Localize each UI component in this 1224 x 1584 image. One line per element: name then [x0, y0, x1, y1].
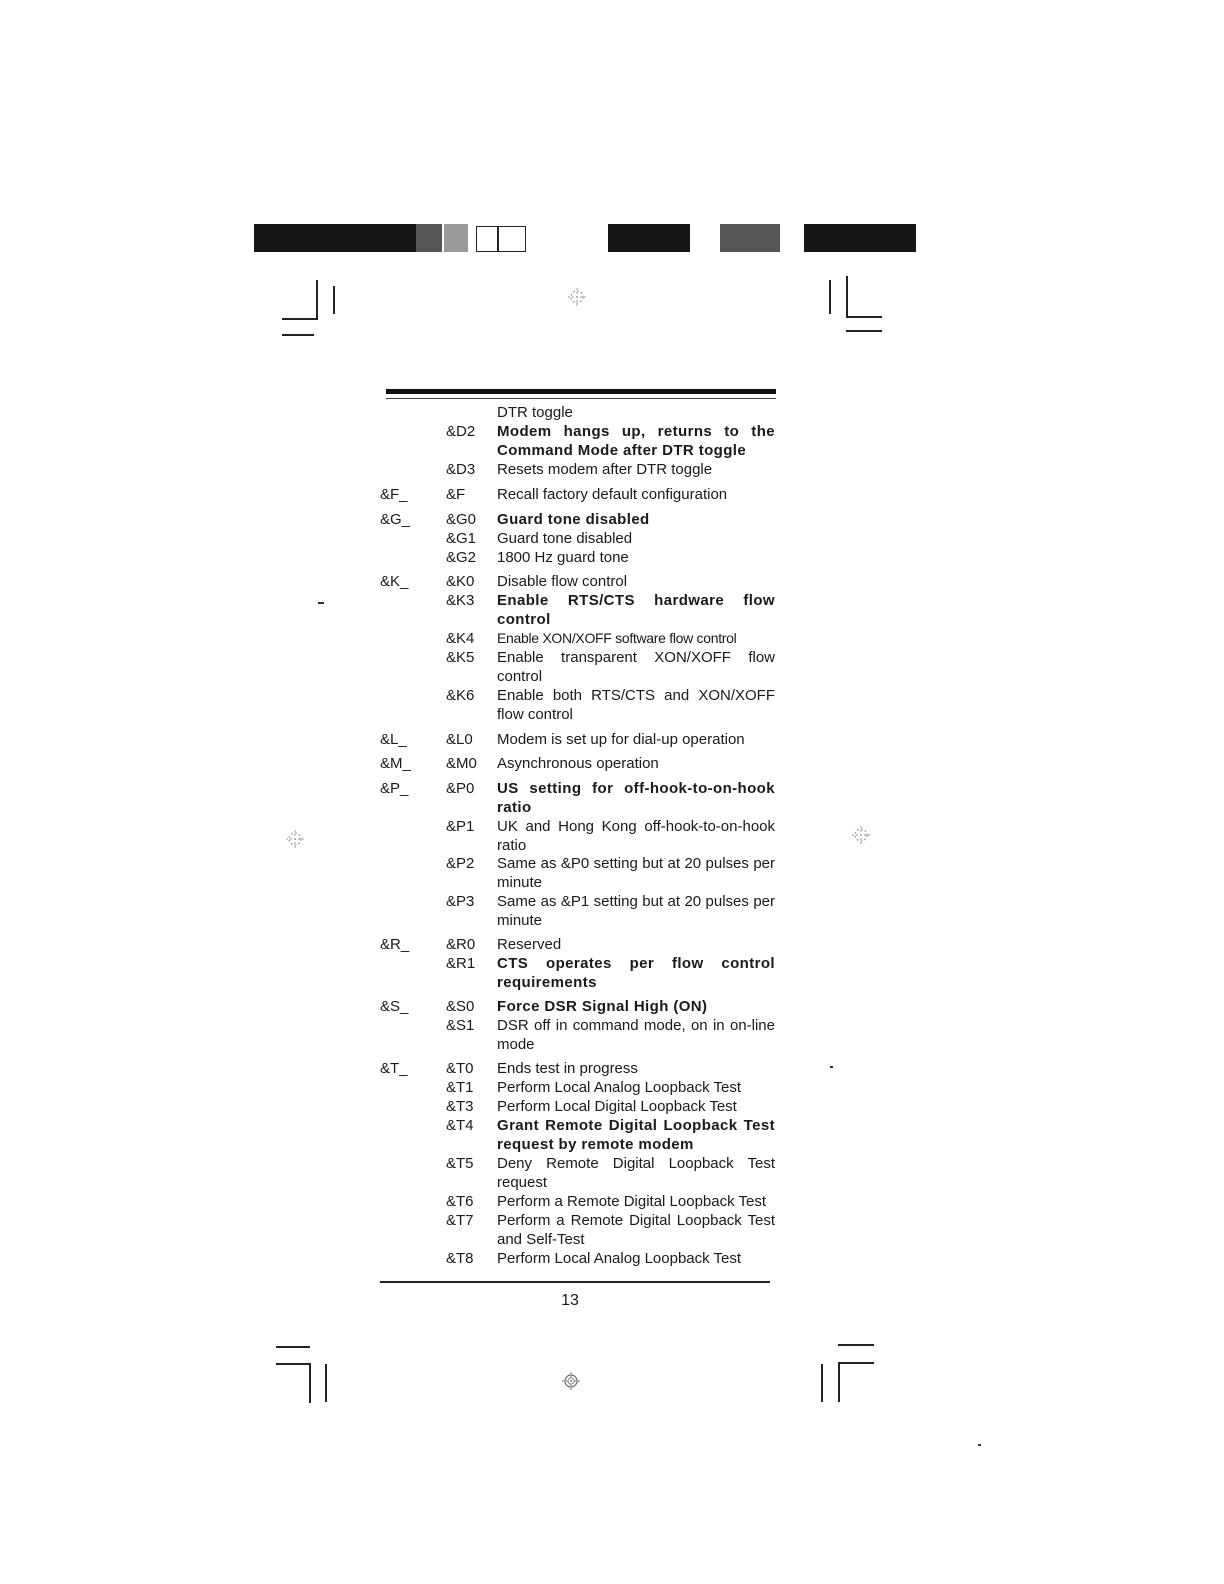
command-description: Same as &P1 setting but at 20 pulses per minute	[497, 893, 775, 929]
command-description: Enable transparent XON/XOFF flow control	[497, 649, 775, 685]
strip-outline-box	[498, 226, 526, 252]
strip-block	[254, 224, 416, 252]
command-group: &G_	[380, 511, 411, 528]
command-code: &T6	[446, 1193, 474, 1210]
table-bottom-rule	[380, 1281, 770, 1283]
command-description: Perform a Remote Digital Loopback Test	[497, 1193, 767, 1210]
command-description: 1800 Hz guard tone	[497, 549, 629, 566]
command-description: US setting for off-hook-to-on-hook ratio	[497, 780, 775, 816]
command-description: CTS operates per flow control requirements	[497, 955, 775, 991]
command-code: &K6	[446, 687, 475, 704]
crop-mark	[846, 330, 882, 332]
command-group: &K_	[380, 573, 409, 590]
crop-mark	[309, 1363, 311, 1403]
command-description: Same as &P0 setting but at 20 pulses per minute	[497, 855, 775, 891]
crop-mark	[276, 1346, 310, 1348]
command-code: &P3	[446, 893, 475, 910]
crop-mark	[316, 280, 318, 320]
command-group: &T_	[380, 1060, 408, 1077]
command-description: Perform Local Analog Loopback Test	[497, 1250, 742, 1267]
command-description: Ends test in progress	[497, 1060, 638, 1077]
crop-mark	[838, 1362, 874, 1364]
command-code: &T1	[446, 1079, 474, 1096]
table-top-rule-thin	[386, 398, 776, 399]
command-code: &T3	[446, 1098, 474, 1115]
crop-mark	[333, 286, 335, 314]
command-group: &M_	[380, 755, 411, 772]
command-code: &K5	[446, 649, 475, 666]
command-code: &P2	[446, 855, 475, 872]
scan-speck	[978, 1444, 981, 1446]
strip-block	[804, 224, 916, 252]
crop-mark	[829, 280, 831, 314]
command-description: Perform Local Digital Loopback Test	[497, 1098, 737, 1115]
strip-outline-box	[476, 226, 498, 252]
crop-mark	[282, 334, 314, 336]
registration-target-icon	[284, 828, 306, 850]
command-code: &S1	[446, 1017, 475, 1034]
command-code: &P0	[446, 780, 475, 797]
command-code: &G0	[446, 511, 477, 528]
crop-mark	[276, 1363, 310, 1365]
crop-mark	[846, 276, 848, 316]
crop-mark	[838, 1344, 874, 1346]
command-description: Perform Local Analog Loopback Test	[497, 1079, 742, 1096]
command-code: &R0	[446, 936, 476, 953]
crop-mark	[838, 1362, 840, 1402]
command-code: &L0	[446, 731, 473, 748]
command-code: &F	[446, 486, 466, 503]
command-description: DSR off in command mode, on in on-line mode	[497, 1017, 775, 1053]
command-description: Asynchronous operation	[497, 755, 659, 772]
command-description: Force DSR Signal High (ON)	[497, 998, 708, 1015]
scan-speck	[830, 1066, 833, 1068]
command-description: Reserved	[497, 936, 562, 953]
crop-mark	[846, 316, 882, 318]
command-code: &M0	[446, 755, 477, 772]
page-number: 13	[561, 1292, 579, 1309]
strip-block	[444, 224, 468, 252]
command-code: &D3	[446, 461, 476, 478]
command-description: Recall factory default configuration	[497, 486, 728, 503]
command-code: &K4	[446, 630, 475, 647]
command-code: &P1	[446, 818, 475, 835]
strip-block	[720, 224, 780, 252]
command-code: &T8	[446, 1250, 474, 1267]
command-group: &P_	[380, 780, 409, 797]
command-code: &R1	[446, 955, 476, 972]
command-code: &D2	[446, 423, 476, 440]
command-code: &T4	[446, 1117, 474, 1134]
command-description: Modem is set up for dial-up operation	[497, 731, 745, 748]
command-description: Deny Remote Digital Loopback Test request	[497, 1155, 775, 1191]
registration-target-icon	[560, 1370, 582, 1392]
crop-mark	[821, 1364, 823, 1402]
command-description: Guard tone disabled	[497, 511, 650, 528]
crop-mark	[325, 1364, 327, 1402]
command-group: &R_	[380, 936, 410, 953]
command-code: &G2	[446, 549, 477, 566]
registration-target-icon	[566, 286, 588, 308]
command-code: &T0	[446, 1060, 474, 1077]
command-description: Enable both RTS/CTS and XON/XOFF flow control	[497, 687, 775, 723]
command-group: &F_	[380, 486, 408, 503]
registration-target-icon	[850, 824, 872, 846]
table-top-rule	[386, 389, 776, 394]
command-code: &G1	[446, 530, 477, 547]
command-group: &S_	[380, 998, 409, 1015]
command-description: Modem hangs up, returns to the Command Mode after DTR toggle	[497, 423, 775, 459]
command-description: Enable XON/XOFF software flow control	[497, 630, 737, 646]
strip-block	[608, 224, 690, 252]
command-group: &L_	[380, 731, 407, 748]
command-description: DTR toggle	[497, 404, 573, 421]
command-description: Guard tone disabled	[497, 530, 633, 547]
command-description: Grant Remote Digital Loopback Test request by remote modem	[497, 1117, 775, 1153]
scan-speck	[318, 602, 324, 604]
command-code: &S0	[446, 998, 475, 1015]
command-description: Disable flow control	[497, 573, 628, 590]
command-description: Perform a Remote Digital Loopback Test and Self-Test	[497, 1212, 775, 1248]
command-code: &K0	[446, 573, 475, 590]
command-code: &K3	[446, 592, 475, 609]
crop-mark	[282, 318, 316, 320]
command-description: Enable RTS/CTS hardware flow control	[497, 592, 775, 628]
header-print-strip	[254, 224, 916, 252]
command-description: UK and Hong Kong off-hook-to-on-hook ratio	[497, 818, 775, 854]
command-code: &T7	[446, 1212, 474, 1229]
strip-block	[416, 224, 442, 252]
command-code: &T5	[446, 1155, 474, 1172]
command-description: Resets modem after DTR toggle	[497, 461, 713, 478]
